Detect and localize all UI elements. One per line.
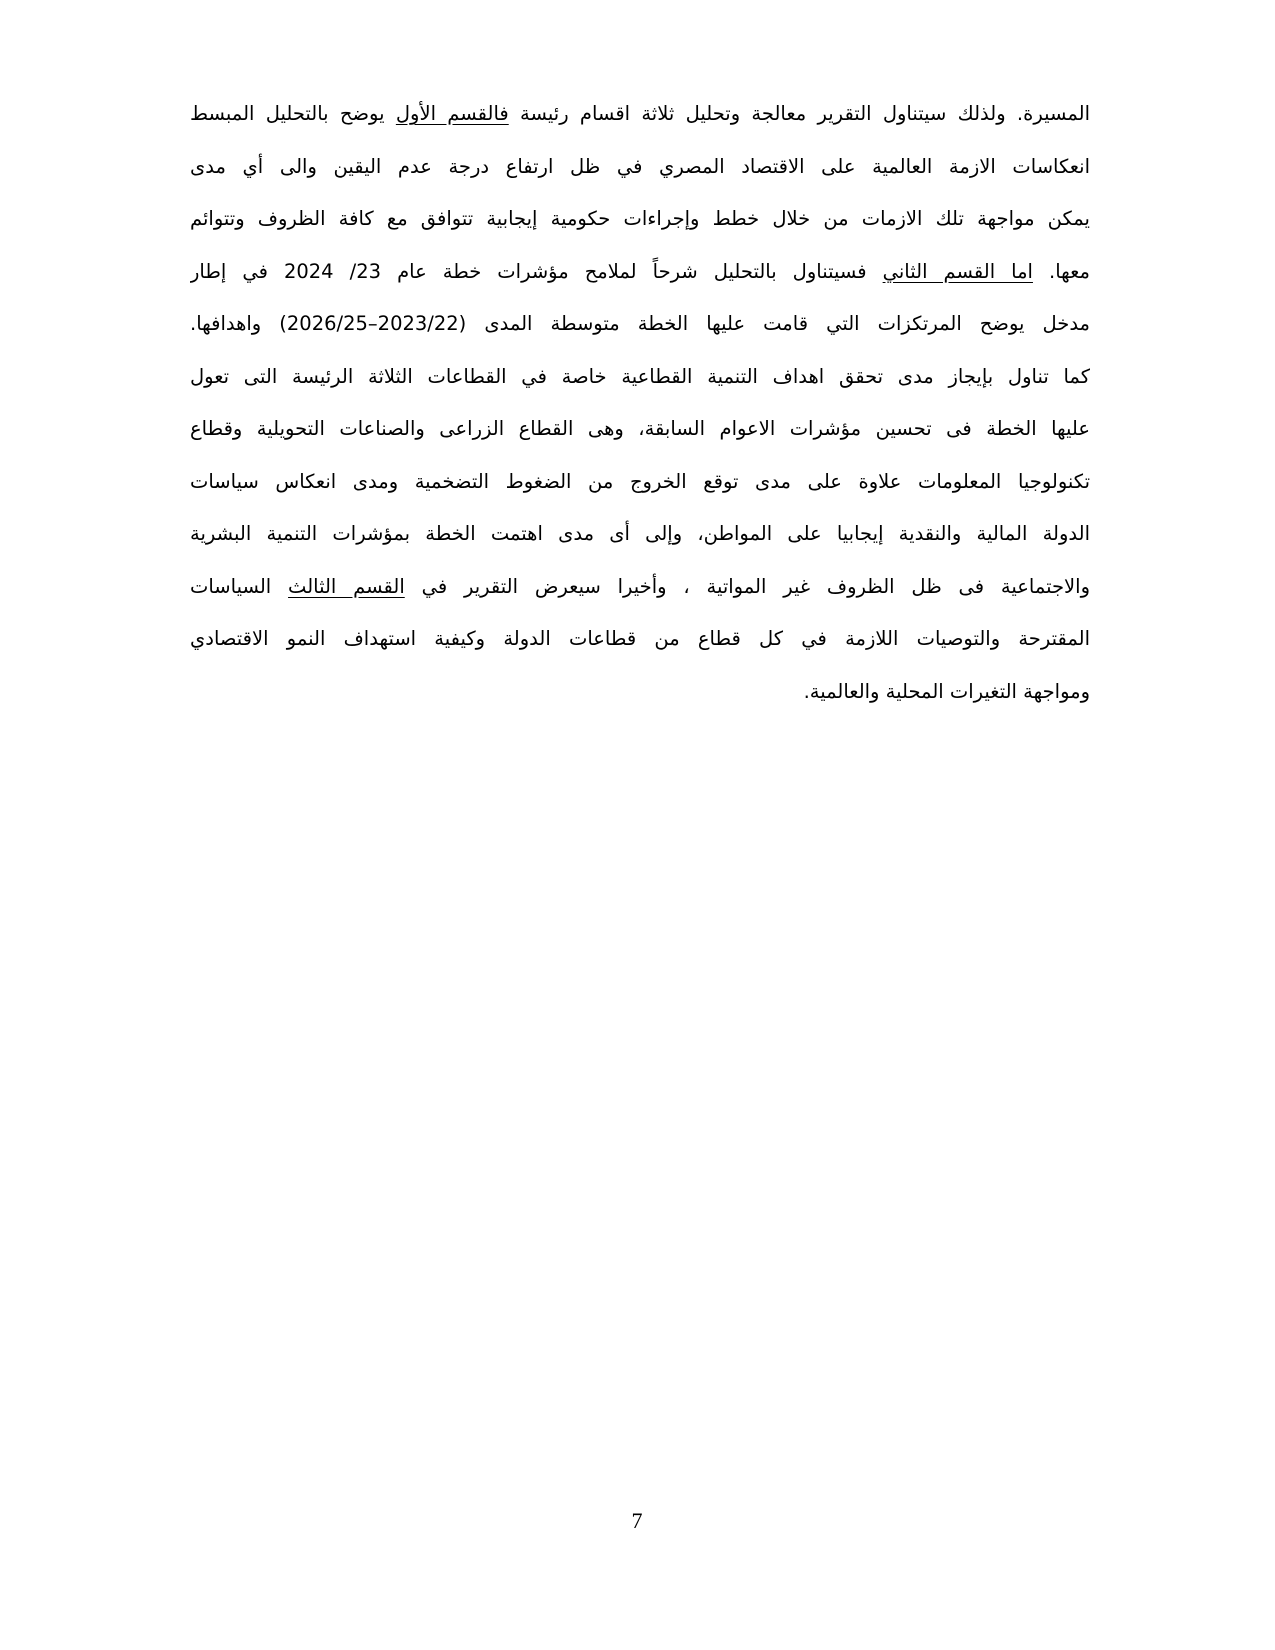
text-run: فسيتناول بالتحليل شرحاً لملامح مؤشرات خطة عام 23/ 2024 في إطار	[190, 259, 883, 283]
text-run: مدخل يوضح المرتكزات التي قامت عليها الخطة متوسطة المدى (2023/22–2026/25) واهدافها.	[190, 312, 1090, 335]
text-run: كما تناول بإيجاز مدى تحقق اهداف التنمية القطاعية خاصة في القطاعات الثلاثة الرئيسة التى تعول	[190, 364, 1090, 388]
text-line	[190, 561, 1090, 614]
text-run: السياسات	[190, 574, 289, 598]
text-run: ومواجهة التغيرات المحلية والعالمية.	[803, 679, 1090, 703]
text-line	[190, 141, 1090, 194]
text-run: انعكاسات الازمة العالمية على الاقتصاد المصري في ظل ارتفاع درجة عدم اليقين والى أي مدى	[190, 154, 1090, 178]
text-line	[190, 456, 1090, 509]
text-run: تكنولوجيا المعلومات علاوة على مدى توقع الخروج من الضغوط التضخمية ومدى انعكاس سياسات	[190, 469, 1090, 493]
text-run: الدولة المالية والنقدية إيجابيا على المواطن، وإلى أى مدى اهتمت الخطة بمؤشرات التنمية البشرية	[190, 522, 1090, 545]
text-line	[190, 613, 1090, 666]
underlined-section-reference: فالقسم الأول	[395, 102, 509, 125]
page-number: 7	[631, 1508, 643, 1533]
body-paragraph	[190, 88, 1090, 718]
text-line	[190, 298, 1090, 351]
text-run: عليها الخطة فى تحسين مؤشرات الاعوام السابقة، وهى القطاع الزراعى والصناعات التحويلية وقطاع	[190, 417, 1090, 440]
text-run: المسيرة. ولذلك سيتناول التقرير معالجة وتحليل ثلاثة اقسام رئيسة	[508, 102, 1090, 125]
text-run: والاجتماعية فى ظل الظروف غير المواتية ، وأخيرا سيعرض التقرير في	[404, 574, 1090, 598]
text-line	[190, 403, 1090, 456]
underlined-section-reference: اما القسم الثاني	[882, 259, 1033, 283]
text-run: يوضح بالتحليل المبسط	[190, 102, 396, 125]
underlined-section-reference: القسم الثالث	[288, 574, 405, 598]
text-line	[190, 666, 1090, 719]
text-line	[190, 88, 1090, 141]
text-line	[190, 351, 1090, 404]
text-line	[190, 246, 1090, 299]
text-line	[190, 193, 1090, 246]
text-run: يمكن مواجهة تلك الازمات من خلال خطط وإجراءات حكومية إيجابية تتوافق مع كافة الظروف وتتوائم	[190, 207, 1090, 230]
text-run: معها.	[1032, 259, 1090, 283]
text-run: المقترحة والتوصيات اللازمة في كل قطاع من قطاعات الدولة وكيفية استهداف النمو الاقتصادي	[190, 627, 1090, 650]
text-line	[190, 508, 1090, 561]
